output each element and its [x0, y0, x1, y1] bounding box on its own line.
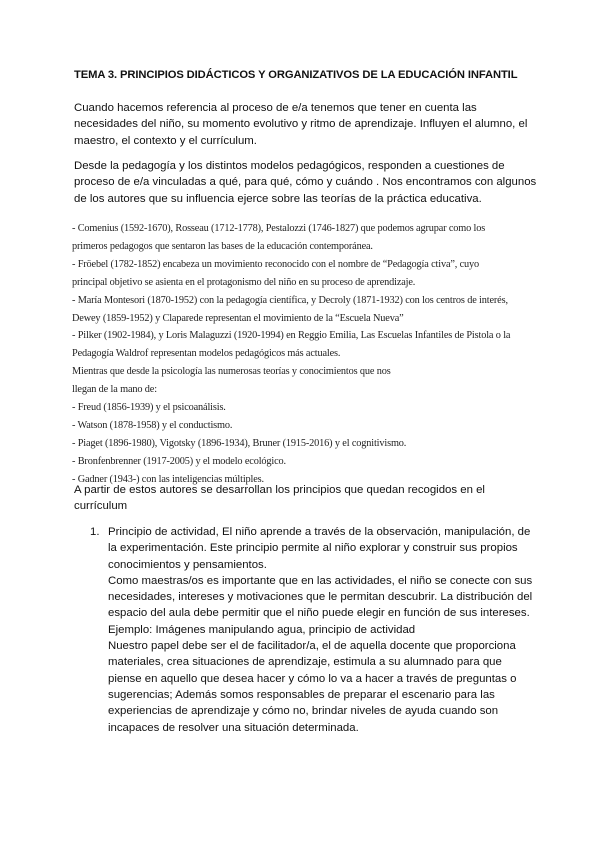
text-line: Cuando hacemos referencia al proceso de e/a tenemos que tener en cuenta las	[74, 102, 477, 114]
text-line: proceso de e/a vinculadas a qué, para qué, cómo y cuándo . Nos encontramos con algunos	[74, 176, 537, 189]
text-line: piense en aquello que desea hacer y cómo lo va a hacer a través de preguntas o	[108, 672, 517, 685]
text-line: espacio del aula debe permitir que el niño puede elegir en función de sus intereses.	[108, 607, 530, 620]
intro-paragraph	[74, 100, 534, 149]
text-line: materiales, crea situaciones de aprendizaje, estimula a su alumnado para que	[108, 656, 502, 669]
text-line: incapaces de resolver una situación determinada.	[108, 721, 359, 734]
principle-body	[108, 524, 548, 736]
author-line: - Pilker (1902-1984), y Loris Malaguzzi (1920-1994) en Reggio Emilia, Las Escuelas Infantiles de Pistola o la	[72, 330, 511, 342]
text-line: necesidades del niño, su momento evolutivo y ritmo de aprendizaje. Influyen el alumno, el	[74, 118, 528, 131]
text-line: A partir de estos autores se desarrollan los principios que quedan recogidos en el	[74, 484, 485, 496]
author-line: Mientras que desde la psicología las numerosas teorías y conocimientos que nos	[72, 366, 391, 378]
text-line: necesidades, intereses y motivaciones que le permitan descubrir. La distribución del	[108, 591, 533, 604]
text-line: Principio de actividad, El niño aprende a través de la observación, manipulación, de	[108, 526, 531, 538]
text-line: experiencias de aprendizaje y cómo no, brindar niveles de ayuda cuando son	[108, 705, 499, 718]
text-line: Ejemplo: Imágenes manipulando agua, principio de actividad	[108, 623, 416, 636]
text-line: sugerencias; Además somos responsables de preparar el escenario para las	[108, 688, 495, 701]
author-line: primeros pedagogos que sentaron las bases de la educación contemporánea.	[72, 240, 373, 252]
list-number: 1.	[90, 526, 100, 538]
author-line: - Piaget (1896-1980), Vigotsky (1896-1934), Bruner (1915-2016) y el cognitivismo.	[72, 437, 407, 449]
author-line: - María Montesori (1870-1952) con la pedagogía científica, y Decroly (1871-1932) con los centros de interés,	[72, 294, 508, 306]
text-line: de los autores que su influencia ejerce sobre las teorías de la práctica educativa.	[74, 192, 482, 205]
author-line: llegan de la mano de:	[72, 384, 157, 396]
author-line: - Gadner (1943-) con las inteligencias múltiples.	[72, 473, 264, 485]
text-line: Nuestro papel debe ser el de facilitador/a, el de aquella docente que proporciona	[108, 640, 516, 653]
authors-list	[72, 220, 542, 489]
text-line: conocimientos y pensamientos.	[108, 558, 267, 571]
author-line: - Comenius (1592-1670), Rosseau (1712-1778), Pestalozzi (1746-1827) que podemos agrupar como los	[72, 223, 486, 234]
pedagogy-paragraph	[74, 158, 537, 207]
author-line: - Fröebel (1782-1852) encabeza un movimiento reconocido con el nombre de “Pedagogía ctiva”, cuyo	[72, 258, 480, 270]
text-line: Como maestras/os es importante que en las actividades, el niño se conecte con sus	[108, 574, 533, 587]
author-line: - Watson (1878-1958) y el conductismo.	[72, 419, 233, 431]
author-line: principal objetivo se asienta en el protagonismo del niño en su proceso de aprendizaje.	[72, 276, 416, 288]
author-line: Dewey (1859-1952) y Claparede representan el movimiento de la “Escuela Nueva”	[72, 312, 404, 324]
text-line: currículum	[74, 500, 128, 513]
author-line: - Bronfenbrenner (1917-2005) y el modelo ecológico.	[72, 455, 286, 467]
document-title: TEMA 3. PRINCIPIOS DIDÁCTICOS Y ORGANIZATIVOS DE LA EDUCACIÓN INFANTIL	[74, 69, 518, 81]
author-line: - Freud (1856-1939) y el psicoanálisis.	[72, 402, 226, 414]
principles-intro-paragraph	[74, 482, 534, 515]
text-line: la experimentación. Este principio permite al niño explorar y construir sus propios	[108, 542, 518, 555]
text-line: maestro, el contexto y el currículum.	[74, 134, 257, 147]
author-line: Pedagogía Waldrof representan modelos pedagógicos más actuales.	[72, 348, 341, 360]
text-line: Desde la pedagogía y los distintos modelos pedagógicos, responden a cuestiones de	[74, 160, 505, 172]
